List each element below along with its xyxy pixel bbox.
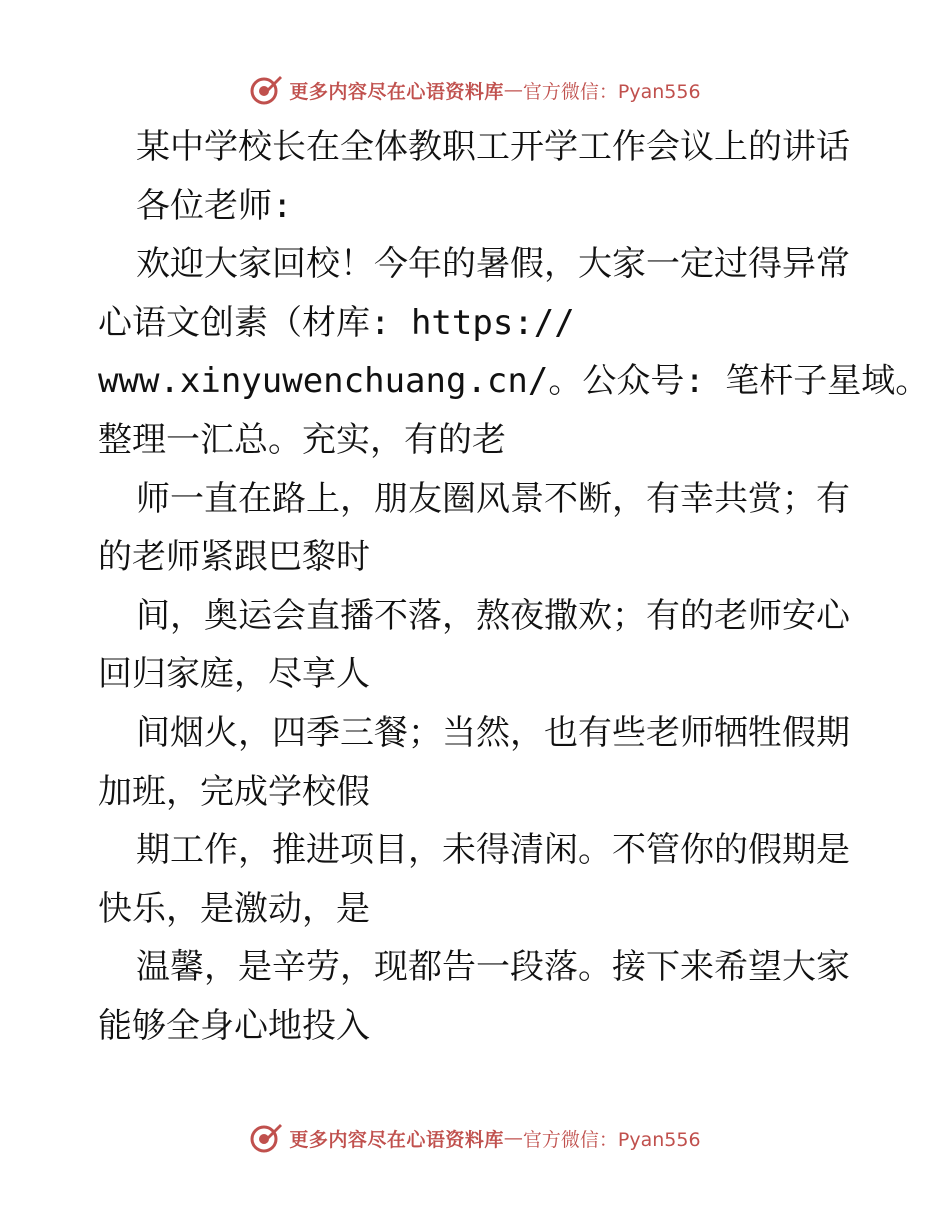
body-line: 间，奥运会直播不落，熬夜撒欢；有的老师安心 <box>136 595 850 636</box>
footer-banner <box>0 1118 950 1158</box>
banner-main-text: 更多内容尽在心语资料库 <box>289 80 504 103</box>
body-line: 快乐，是激动，是 <box>98 888 370 929</box>
body-line: 师一直在路上，朋友圈风景不断，有幸共赏；有 <box>136 478 850 519</box>
body-line: 能够全身心地投入 <box>98 1005 370 1046</box>
banner-separator: — <box>503 1127 523 1149</box>
body-line: 温馨，是辛劳，现都告一段落。接下来希望大家 <box>136 947 850 988</box>
body-line: 期工作，推进项目，未得清闲。不管你的假期是 <box>136 830 850 871</box>
header-banner <box>0 70 950 110</box>
body-line: 整理一汇总。充实，有的老 <box>98 419 506 460</box>
banner-wechat-text: 官方微信：Pyan556 <box>522 1128 701 1151</box>
body-line: www.xinyuwenchuang.cn/。公众号: 笔杆子星域。 <box>98 361 930 402</box>
body-line: 欢迎大家回校！今年的暑假，大家一定过得异常 <box>136 244 850 285</box>
banner-wechat-text: 官方微信：Pyan556 <box>522 80 701 103</box>
document-title: 某中学校长在全体教职工开学工作会议上的讲话 <box>136 127 850 167</box>
banner-main-text: 更多内容尽在心语资料库 <box>289 1128 504 1151</box>
banner-separator: — <box>503 79 523 101</box>
body-line: 加班，完成学校假 <box>98 771 370 812</box>
body-line: 回归家庭，尽享人 <box>98 654 370 695</box>
body-line: 间烟火，四季三餐；当然，也有些老师牺牲假期 <box>136 712 850 753</box>
brush-pen-logo-icon <box>249 73 283 107</box>
body-line: 心语文创素（材库: https:// <box>98 302 575 343</box>
body-line: 的老师紧跟巴黎时 <box>98 537 370 578</box>
salutation: 各位老师: <box>136 185 293 226</box>
document-body <box>98 118 930 1056</box>
brush-pen-logo-icon <box>249 1121 283 1155</box>
